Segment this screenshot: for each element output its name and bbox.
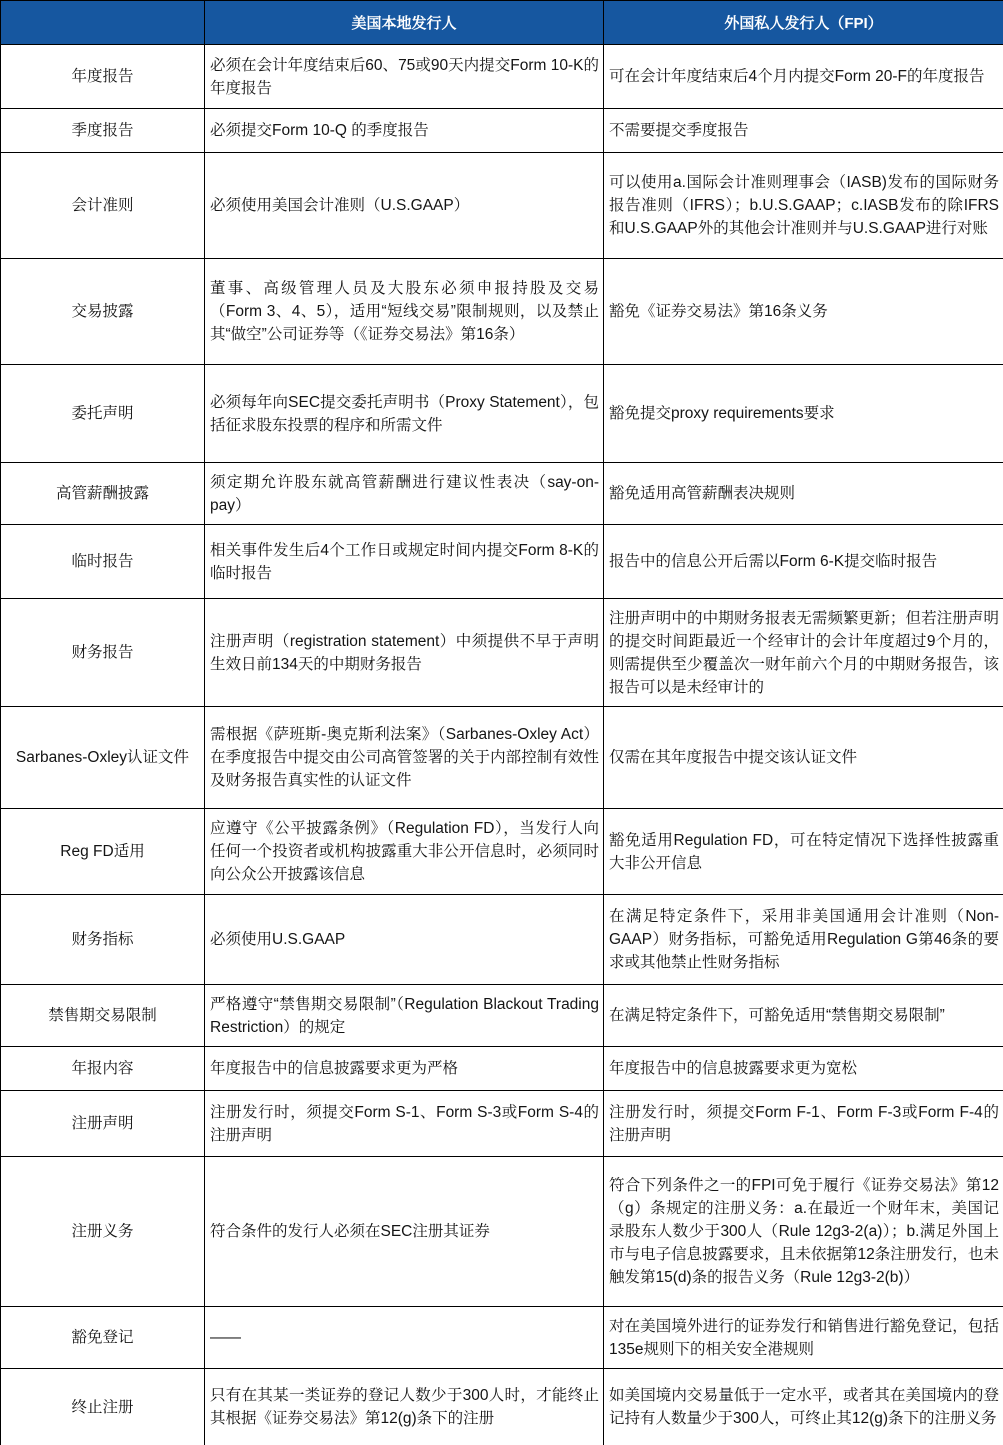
table-row (1, 985, 1003, 1047)
fpi-cell: 符合下列条件之一的FPI可免于履行《证券交易法》第12（g）条规定的注册义务：a.在最近一个财年末，美国记录股东人数少于300人（Rule 12g3-2(a)）；b.满足外国上市与电子信息披露要求，且未依据第12条注册发行，也未触发第15(d)条的报告义务（Rule 12g3-2(b)） (604, 1157, 1003, 1307)
corner-cell (1, 1, 205, 45)
us-issuer-cell: 严格遵守“禁售期交易限制”（Regulation Blackout Trading Restriction）的规定 (205, 985, 604, 1047)
table-row (1, 463, 1003, 525)
column-header-us-issuer: 美国本地发行人 (205, 1, 604, 45)
row-label: Sarbanes-Oxley认证文件 (1, 707, 205, 809)
us-issuer-cell: 注册声明（registration statement）中须提供不早于声明生效日前134天的中期财务报告 (205, 599, 604, 707)
row-label: 会计准则 (1, 153, 205, 259)
table-row (1, 45, 1003, 109)
table-row (1, 365, 1003, 463)
row-label: 财务报告 (1, 599, 205, 707)
row-label: 年报内容 (1, 1047, 205, 1091)
fpi-cell: 豁免《证券交易法》第16条义务 (604, 259, 1003, 365)
us-issuer-cell: 须定期允许股东就高管薪酬进行建议性表决（say-on-pay） (205, 463, 604, 525)
row-label: 委托声明 (1, 365, 205, 463)
column-header-fpi: 外国私人发行人（FPI） (604, 1, 1003, 45)
table-row (1, 525, 1003, 599)
us-issuer-cell: 应遵守《公平披露条例》（Regulation FD），当发行人向任何一个投资者或机构披露重大非公开信息时，必须同时向公众公开披露该信息 (205, 809, 604, 895)
table-row (1, 895, 1003, 985)
row-label: 终止注册 (1, 1369, 205, 1445)
us-issuer-cell: 注册发行时，须提交Form S-1、Form S-3或Form S-4的注册声明 (205, 1091, 604, 1157)
us-issuer-cell: 必须提交Form 10-Q 的季度报告 (205, 109, 604, 153)
table-row (1, 707, 1003, 809)
fpi-cell: 可在会计年度结束后4个月内提交Form 20-F的年度报告 (604, 45, 1003, 109)
table-row (1, 109, 1003, 153)
row-label: 豁免登记 (1, 1307, 205, 1369)
us-issuer-cell: 董事、高级管理人员及大股东必须申报持股及交易（Form 3、4、5），适用“短线交易”限制规则，以及禁止其“做空”公司证券等（《证券交易法》第16条） (205, 259, 604, 365)
table-row (1, 1091, 1003, 1157)
row-label: 季度报告 (1, 109, 205, 153)
fpi-cell: 如美国境内交易量低于一定水平，或者其在美国境内的登记持有人数量少于300人，可终止其12(g)条下的注册义务 (604, 1369, 1003, 1445)
table-row (1, 1047, 1003, 1091)
us-issuer-cell: 符合条件的发行人必须在SEC注册其证券 (205, 1157, 604, 1307)
table-row (1, 1307, 1003, 1369)
table-row (1, 1369, 1003, 1445)
row-label: 禁售期交易限制 (1, 985, 205, 1047)
fpi-cell: 在满足特定条件下，采用非美国通用会计准则（Non-GAAP）财务指标，可豁免适用Regulation G第46条的要求或其他禁止性财务指标 (604, 895, 1003, 985)
table-header (1, 1, 1003, 45)
row-label: 注册义务 (1, 1157, 205, 1307)
table-row (1, 153, 1003, 259)
fpi-cell: 不需要提交季度报告 (604, 109, 1003, 153)
row-label: 财务指标 (1, 895, 205, 985)
fpi-cell: 可以使用a.国际会计准则理事会（IASB)发布的国际财务报告准则（IFRS）；b.U.S.GAAP；c.IASB发布的除IFRS和U.S.GAAP外的其他会计准则并与U.S.GAAP进行对账 (604, 153, 1003, 259)
row-label: 年度报告 (1, 45, 205, 109)
row-label: Reg FD适用 (1, 809, 205, 895)
us-issuer-cell: 相关事件发生后4个工作日或规定时间内提交Form 8-K的临时报告 (205, 525, 604, 599)
table-row (1, 1157, 1003, 1307)
row-label: 交易披露 (1, 259, 205, 365)
us-issuer-cell: 必须每年向SEC提交委托声明书（Proxy Statement），包括征求股东投票的程序和所需文件 (205, 365, 604, 463)
row-label: 注册声明 (1, 1091, 205, 1157)
us-issuer-cell: 必须使用美国会计准则（U.S.GAAP） (205, 153, 604, 259)
row-label: 高管薪酬披露 (1, 463, 205, 525)
us-issuer-cell: 必须在会计年度结束后60、75或90天内提交Form 10-K的年度报告 (205, 45, 604, 109)
table-body (1, 45, 1003, 1445)
us-issuer-cell: —— (205, 1307, 604, 1369)
table-row (1, 599, 1003, 707)
fpi-cell: 在满足特定条件下，可豁免适用“禁售期交易限制” (604, 985, 1003, 1047)
fpi-cell: 年度报告中的信息披露要求更为宽松 (604, 1047, 1003, 1091)
fpi-cell: 仅需在其年度报告中提交该认证文件 (604, 707, 1003, 809)
fpi-cell: 对在美国境外进行的证券发行和销售进行豁免登记，包括135e规则下的相关安全港规则 (604, 1307, 1003, 1369)
row-label: 临时报告 (1, 525, 205, 599)
us-issuer-cell: 只有在其某一类证券的登记人数少于300人时，才能终止其根据《证券交易法》第12(g)条下的注册 (205, 1369, 604, 1445)
table-row (1, 259, 1003, 365)
fpi-cell: 报告中的信息公开后需以Form 6-K提交临时报告 (604, 525, 1003, 599)
us-issuer-cell: 需根据《萨班斯-奥克斯利法案》（Sarbanes-Oxley Act）在季度报告中提交由公司高管签署的关于内部控制有效性及财务报告真实性的认证文件 (205, 707, 604, 809)
fpi-cell: 豁免适用Regulation FD，可在特定情况下选择性披露重大非公开信息 (604, 809, 1003, 895)
header-row (1, 1, 1003, 45)
table-row (1, 809, 1003, 895)
us-issuer-cell: 必须使用U.S.GAAP (205, 895, 604, 985)
us-issuer-cell: 年度报告中的信息披露要求更为严格 (205, 1047, 604, 1091)
fpi-cell: 注册发行时，须提交Form F-1、Form F-3或Form F-4的注册声明 (604, 1091, 1003, 1157)
fpi-cell: 豁免提交proxy requirements要求 (604, 365, 1003, 463)
fpi-cell: 注册声明中的中期财务报表无需频繁更新；但若注册声明的提交时间距最近一个经审计的会计年度超过9个月的，则需提供至少覆盖次一财年前六个月的中期财务报告，该报告可以是未经审计的 (604, 599, 1003, 707)
fpi-cell: 豁免适用高管薪酬表决规则 (604, 463, 1003, 525)
